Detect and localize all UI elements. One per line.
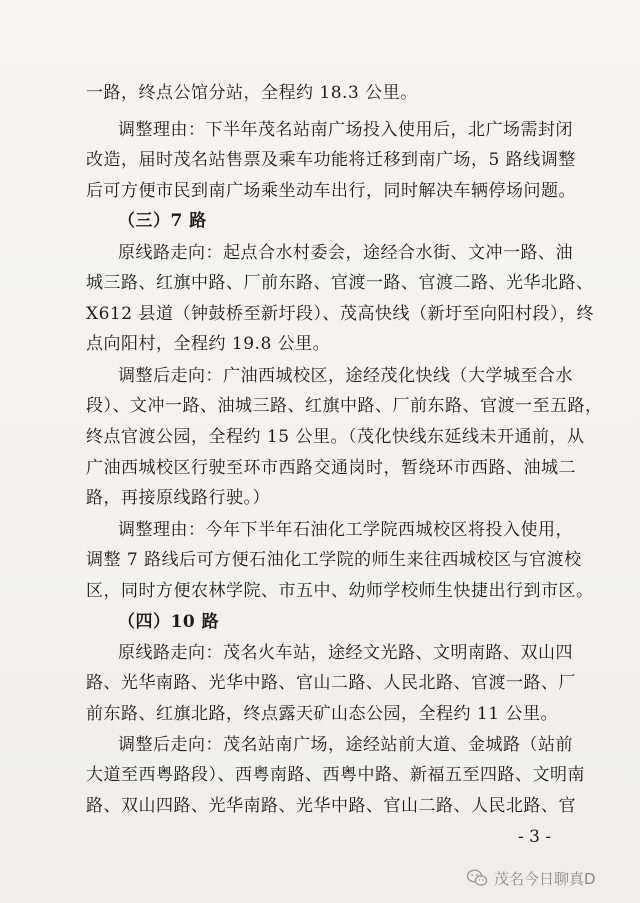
paragraph-line: 原线路走向：起点合水村委会，途经合水街、文冲一路、油 xyxy=(118,243,573,263)
paragraph-line: 调整 7 路线后可方便石油化工学院的师生来往西城校区与官渡校 xyxy=(86,550,582,570)
paragraph-line: 路、双山四路、光华南路、光华中路、官山二路、人民北路、官 xyxy=(86,796,576,816)
paragraph-line: 路，再接原线路行驶。） xyxy=(86,488,270,508)
paragraph-line: 点向阳村，全程约 19.8 公里。 xyxy=(86,334,331,354)
paragraph-line: 路、光华南路、光华中路、官山二路、人民北路、官渡一路、厂 xyxy=(86,673,576,693)
wechat-logo-icon xyxy=(466,868,488,888)
paragraph-line: 广油西城校区行驶至环市西路交通岗时，暂绕环市西路、油城二 xyxy=(86,458,576,478)
watermark-text: 茂名今日聊真D xyxy=(494,869,596,888)
paragraph-line: 调整理由：今年下半年石油化工学院西城校区将投入使用， xyxy=(118,520,573,540)
paragraph-line: X612 县道（钟鼓桥至新圩段）、茂高快线（新圩至向阳村段），终 xyxy=(86,304,594,324)
paragraph-line: 后可方便市民到南广场乘坐动车出行，同时解决车辆停场问题。 xyxy=(86,181,576,201)
section-heading-route-10: （四）10 路 xyxy=(118,612,220,632)
paragraph-line: 改造，届时茂名站售票及乘车功能将迁移到南广场，5 路线调整 xyxy=(86,150,576,170)
paragraph-line: 前东路、红旗北路，终点露天矿山态公园，全程约 11 公里。 xyxy=(86,704,558,724)
paragraph-line: 原线路走向：茂名火车站，途经文光路、文明南路、双山四 xyxy=(118,643,573,663)
paragraph-line: 调整后走向：茂名站南广场，途经站前大道、金城路（站前 xyxy=(118,735,573,755)
page-number: - 3 - xyxy=(518,827,552,847)
paragraph-line: 段）、文冲一路、油城三路、红旗中路、厂前东路、官渡一至五路， xyxy=(86,396,603,416)
section-heading-route-7: （三）7 路 xyxy=(118,211,207,231)
paragraph-line: 调整后走向：广油西城校区，途经茂化快线（大学城至合水 xyxy=(118,366,573,386)
paragraph-line: 一路，终点公馆分站，全程约 18.3 公里。 xyxy=(86,83,418,103)
paragraph-line: 终点官渡公园，全程约 15 公里。（茂化快线东延线未开通前，从 xyxy=(86,427,585,447)
paragraph-line: 大道至西粤路段）、西粤南路、西粤中路、新福五至四路、文明南 xyxy=(86,765,585,785)
paragraph-line: 区，同时方便农林学院、市五中、幼师学校师生快捷出行到市区。 xyxy=(86,581,594,601)
watermark xyxy=(466,866,596,890)
paragraph-line: 调整理由：下半年茂名站南广场投入使用后，北广场需封闭 xyxy=(118,120,573,140)
paragraph-line: 城三路、红旗中路、厂前东路、官渡一路、官渡二路、光华北路、 xyxy=(86,273,594,293)
